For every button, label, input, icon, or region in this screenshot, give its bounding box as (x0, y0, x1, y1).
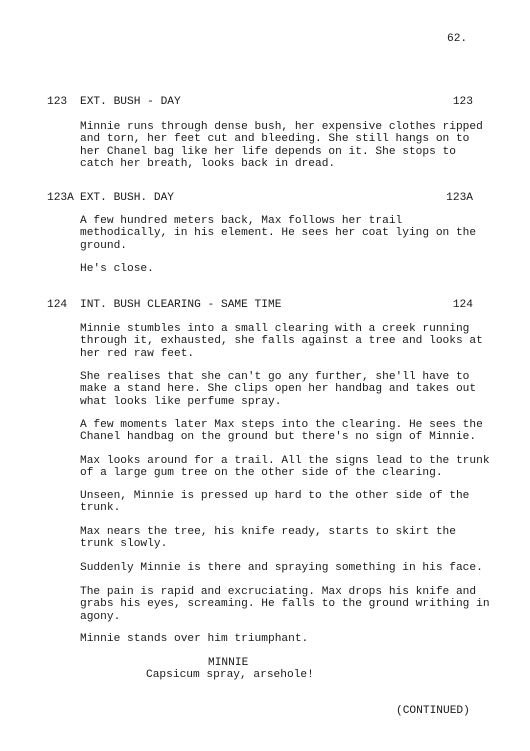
scene-number-right: 123A (446, 192, 473, 204)
action-paragraph: Minnie stumbles into a small clearing with a creek running through it, exhausted, she falls against a tree and looks at her red raw feet. (80, 323, 483, 360)
action-paragraph: The pain is rapid and excruciating. Max drops his knife and grabs his eyes, screaming. He falls to the ground writhing in agony. (80, 586, 490, 623)
scene-heading: INT. BUSH CLEARING - SAME TIME (80, 299, 282, 311)
action-paragraph: A few moments later Max steps into the clearing. He sees the Chanel handbag on the ground but there's no sign of Minnie. (80, 419, 483, 444)
action-paragraph: She realises that she can't go any further, she'll have to make a stand here. She clips open her handbag and takes out what looks like perfume spray. (80, 371, 477, 408)
scene-heading: EXT. BUSH. DAY (80, 192, 174, 204)
dialogue-line: Capsicum spray, arsehole! (146, 669, 314, 681)
action-paragraph: A few hundred meters back, Max follows her trail methodically, in his element. He sees her coat lying on the ground. (80, 215, 477, 252)
action-paragraph: Minnie runs through dense bush, her expensive clothes ripped and torn, her feet cut and bleeding. She still hangs on to her Chanel bag like her life depends on it. She stops to catch her breath, looks back in dread. (80, 121, 483, 171)
action-paragraph: Minnie stands over him triumphant. (80, 633, 309, 645)
scene-number-right: 124 (452, 299, 473, 311)
page-number: 62. (447, 33, 468, 45)
scene-number-right: 123 (452, 96, 473, 108)
scene-number-left: 123 (47, 96, 68, 108)
scene-number-left: 124 (47, 299, 68, 311)
scene-heading: EXT. BUSH - DAY (80, 96, 181, 108)
action-paragraph: Max looks around for a trail. All the signs lead to the trunk of a large gum tree on the other side of the clearing. (80, 455, 490, 480)
action-paragraph: Suddenly Minnie is there and spraying something in his face. (80, 562, 483, 574)
action-paragraph: Unseen, Minnie is pressed up hard to the other side of the trunk. (80, 490, 470, 515)
scene-number-left: 123A (47, 192, 74, 204)
action-paragraph: He's close. (80, 263, 154, 275)
character-name: MINNIE (208, 657, 249, 669)
action-paragraph: Max nears the tree, his knife ready, starts to skirt the trunk slowly. (80, 526, 456, 551)
continued-marker: (CONTINUED) (396, 705, 470, 717)
